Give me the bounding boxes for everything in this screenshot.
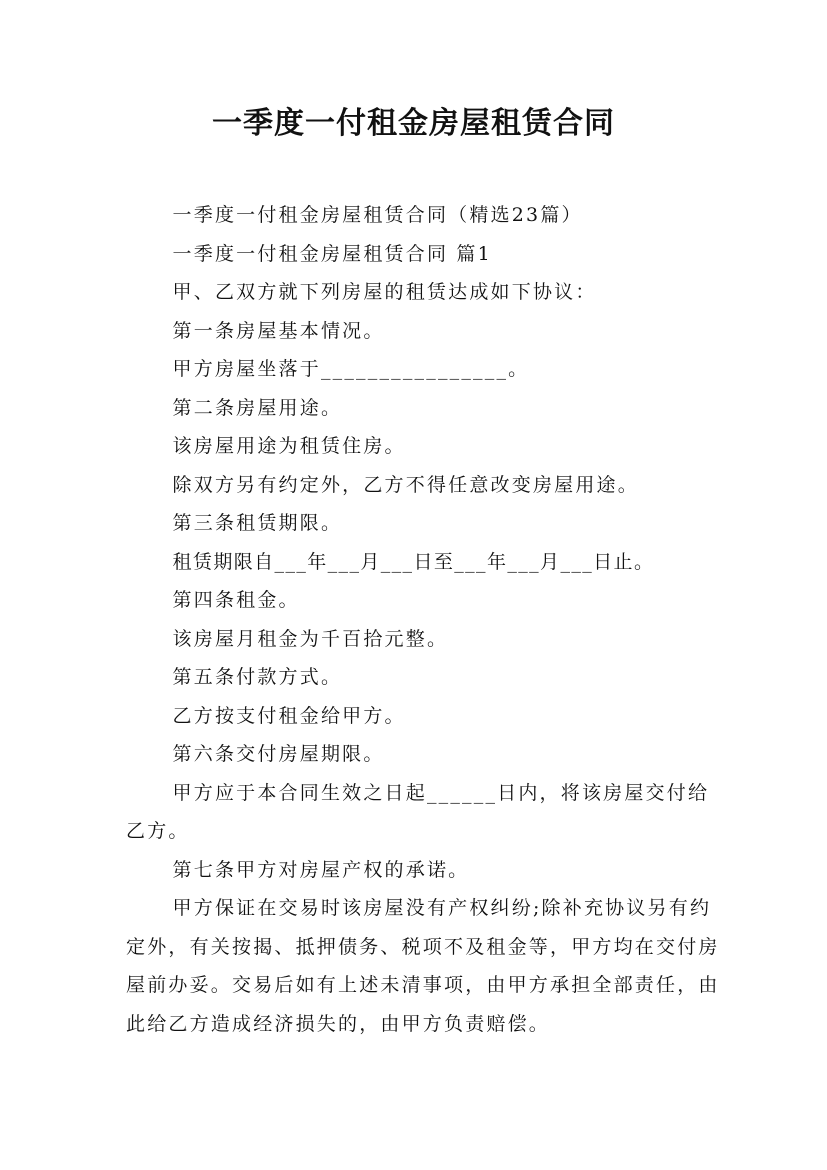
- clause-6-heading: 第六条交付房屋期限。: [172, 743, 385, 765]
- clause-1-heading: 第一条房屋基本情况。: [172, 319, 385, 342]
- clause-1-text: 甲方房屋坐落于________________。: [172, 358, 530, 380]
- clause-7-heading: 第七条甲方对房屋产权的承诺。: [172, 858, 470, 881]
- clause-2-text-2: 除双方另有约定外，乙方不得任意改变房屋用途。: [172, 473, 639, 496]
- clause-4-heading: 第四条租金。: [172, 589, 300, 611]
- clause-2-heading: 第二条房屋用途。: [172, 396, 343, 419]
- clause-2-text-1: 该房屋用途为租赁住房。: [172, 435, 406, 457]
- paragraph-intro: 甲、乙双方就下列房屋的租赁达成如下协议：: [172, 281, 597, 303]
- paragraph-subtitle: 一季度一付租金房屋租赁合同（精选23篇）: [172, 204, 583, 226]
- document-title: 一季度一付租金房屋租赁合同: [212, 106, 615, 141]
- clause-5-text: 乙方按支付租金给甲方。: [172, 704, 406, 727]
- document-body: [126, 196, 726, 1043]
- clause-3-text: 租赁期限自___年___月___日至___年___月___日止。: [172, 550, 655, 573]
- clause-6-text: 甲方应于本合同生效之日起______日内，将该房屋交付给乙方。: [126, 781, 710, 842]
- clause-5-heading: 第五条付款方式。: [172, 666, 343, 688]
- clause-4-text: 该房屋月租金为千百拾元整。: [172, 627, 449, 650]
- clause-3-heading: 第三条租赁期限。: [172, 512, 343, 534]
- clause-7-text: 甲方保证在交易时该房屋没有产权纠纷;除补充协议另有约定外，有关按揭、抵押债务、税项不及租金等，甲方均在交付房屋前办妥。交易后如有上述未清事项，由甲方承担全部责任，由此给乙方造成经济损失的，由甲方负责赔偿。: [126, 897, 720, 1035]
- paragraph-section-heading: 一季度一付租金房屋租赁合同 篇1: [172, 242, 492, 265]
